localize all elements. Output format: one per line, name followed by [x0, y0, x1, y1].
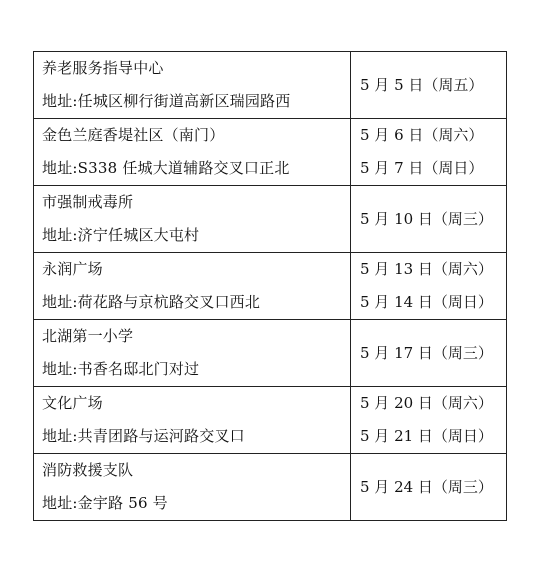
location-cell [34, 320, 351, 387]
date-cell [351, 186, 507, 253]
date-cell [351, 320, 507, 387]
location-address: 地址:书香名邸北门对过 [42, 360, 200, 378]
date-text: 5 月 6 日（周六） [360, 126, 484, 144]
location-cell [34, 186, 351, 253]
date-text: 5 月 20 日（周六） [360, 394, 493, 412]
location-cell [34, 119, 351, 186]
date-text: 5 月 17 日（周三） [360, 343, 493, 362]
table-row [34, 52, 507, 119]
date-text: 5 月 13 日（周六） [360, 260, 493, 278]
schedule-table [33, 51, 507, 521]
location-address: 地址:任城区柳行街道高新区瑞园路西 [42, 92, 291, 110]
location-name: 养老服务指导中心 [42, 59, 164, 77]
date-cell [351, 253, 507, 320]
location-cell [34, 387, 351, 454]
location-name: 市强制戒毒所 [42, 193, 134, 211]
table-row [34, 454, 507, 521]
location-address: 地址:共青团路与运河路交叉口 [42, 427, 245, 445]
date-text: 5 月 14 日（周日） [360, 293, 493, 311]
location-address: 地址:S338 任城大道辅路交叉口正北 [42, 159, 290, 177]
date-cell [351, 454, 507, 521]
date-cell [351, 52, 507, 119]
location-cell [34, 253, 351, 320]
date-cell [351, 387, 507, 454]
date-text: 5 月 7 日（周日） [360, 159, 484, 177]
table-row [34, 186, 507, 253]
location-cell [34, 52, 351, 119]
table-row [34, 119, 507, 186]
location-address: 地址:金宇路 56 号 [42, 494, 168, 512]
location-address: 地址:荷花路与京杭路交叉口西北 [42, 293, 261, 311]
date-text: 5 月 24 日（周三） [360, 477, 493, 496]
location-name: 文化广场 [42, 394, 103, 412]
date-text: 5 月 10 日（周三） [360, 209, 493, 228]
location-address: 地址:济宁任城区大屯村 [42, 226, 200, 244]
table-row [34, 387, 507, 454]
location-name: 北湖第一小学 [42, 327, 134, 345]
location-name: 金色兰庭香堤社区（南门） [42, 126, 225, 144]
date-text: 5 月 21 日（周日） [360, 427, 493, 445]
date-cell [351, 119, 507, 186]
location-name: 永润广场 [42, 260, 103, 278]
location-cell [34, 454, 351, 521]
table-row [34, 253, 507, 320]
table-row [34, 320, 507, 387]
location-name: 消防救援支队 [42, 461, 134, 479]
date-text: 5 月 5 日（周五） [360, 75, 484, 94]
